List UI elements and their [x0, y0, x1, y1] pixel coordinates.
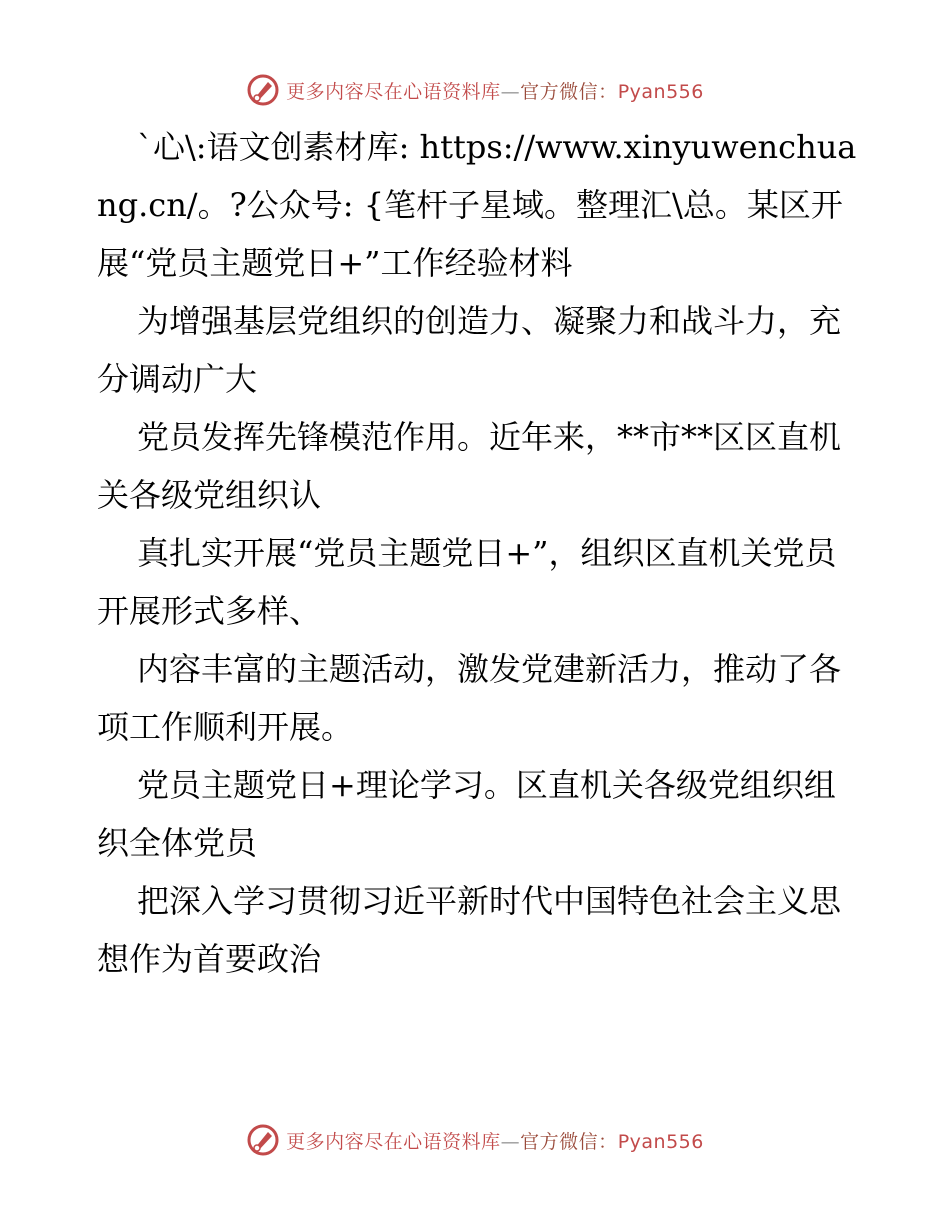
watermark-group [246, 1123, 704, 1157]
paragraph: 为增强基层党组织的创造力、凝聚力和战斗力，充分调动广大 [97, 302, 842, 398]
watermark-text [286, 1127, 704, 1154]
watermark-dash: — [500, 1130, 521, 1153]
paragraph: 内容丰富的主题活动，激发党建新活力，推动了各项工作顺利开展。 [97, 650, 842, 746]
watermark-dash: — [500, 80, 521, 103]
document-body [97, 118, 857, 988]
watermark-main: 更多内容尽在心语资料库 [286, 80, 501, 103]
header-watermark [0, 70, 950, 110]
watermark-text [286, 77, 704, 104]
paragraph: 把深入学习贯彻习近平新时代中国特色社会主义思想作为首要政治 [97, 882, 842, 978]
paragraph-source-note: `心\:语文创素材库: https://www.xinyuwenchuang.cn/。?公众号: {笔杆子星域。整理汇\总。某区开展“党员主题党日+”工作经验材料 [97, 128, 857, 282]
watermark-wechat-label: 官方微信： [520, 80, 618, 103]
paragraph: 党员发挥先锋模范作用。近年来，**市**区区直机关各级党组织认 [97, 418, 842, 514]
footer-watermark [0, 1120, 950, 1160]
paragraph: 真扎实开展“党员主题党日+”，组织区直机关党员开展形式多样、 [97, 534, 837, 630]
watermark-group [246, 73, 704, 107]
watermark-wechat-label: 官方微信： [520, 1130, 618, 1153]
paragraph: 党员主题党日+理论学习。区直机关各级党组织组织全体党员 [97, 766, 836, 862]
pen-logo-icon [246, 1123, 280, 1157]
watermark-wechat-id: Pyan556 [617, 1130, 704, 1153]
watermark-main: 更多内容尽在心语资料库 [286, 1130, 501, 1153]
watermark-wechat-id: Pyan556 [617, 80, 704, 103]
pen-logo-icon [246, 73, 280, 107]
